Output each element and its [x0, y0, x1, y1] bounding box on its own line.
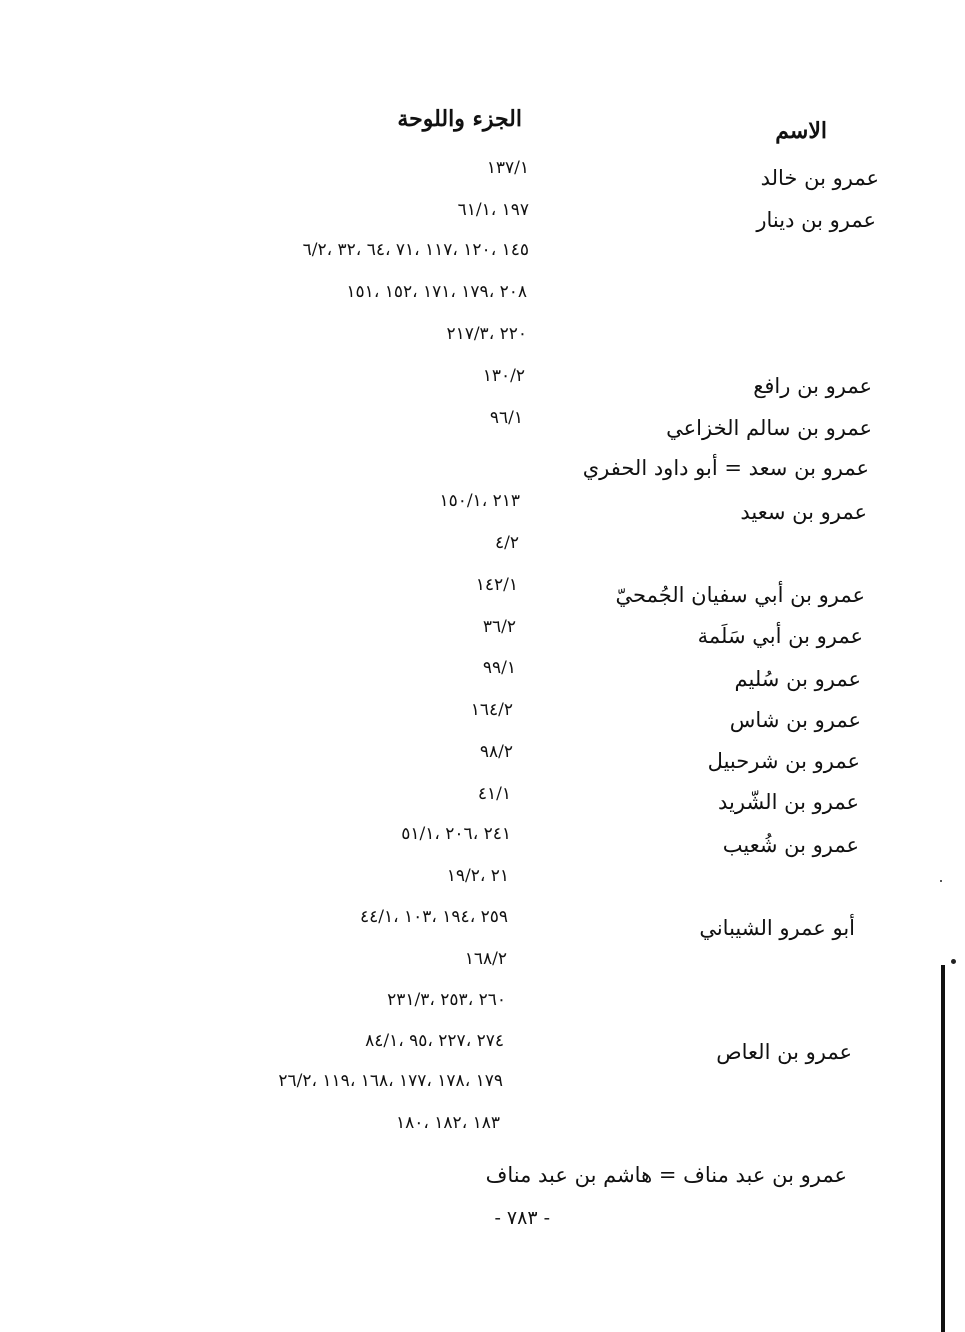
entry-refs: ١٧٩ ،١٧٨ ،١٧٧ ،١٦٨ ،١١٩ ،٢٦/٢ [278, 1071, 503, 1091]
name-column-header: الاسم [775, 118, 827, 144]
scan-edge-line [941, 965, 945, 1332]
entry-name: عمرو بن الشّريد [717, 790, 859, 814]
entry-name: عمرو بن شُعيب [722, 833, 859, 857]
entry-name: عمرو بن شرحبيل [707, 749, 860, 773]
entry-refs: ٩٨/٢ [479, 742, 513, 762]
entry-name: عمرو بن رافع [753, 374, 872, 398]
entry-name: عمرو بن خالد [760, 166, 879, 190]
entry-name: عمرو بن دينار [756, 208, 876, 232]
entry-refs: ١٤٢/١ [475, 575, 518, 595]
entry-refs: ٢١ ،١٩/٢ [446, 866, 509, 886]
entry-refs: ١٦٤/٢ [470, 700, 513, 720]
entry-refs: ٤/٢ [495, 533, 519, 553]
entry-refs: ٢٤١ ،٢٠٦ ،٥١/١ [401, 824, 511, 844]
entry-refs: ٢٢٠ ،٢١٧/٣ [446, 324, 527, 344]
entry-name: عمرو بن سعد = أبو داود الحفري [582, 456, 869, 480]
entry-name: عمرو بن العاص [716, 1040, 852, 1064]
entry-refs: ١٦٨/٢ [464, 949, 507, 969]
entry-refs: ٢٧٤ ،٢٢٧ ،٩٥ ،٨٤/١ [365, 1031, 504, 1051]
entry-name: عمرو بن شاس [729, 708, 861, 732]
entry-refs: ١٩٧ ،٦١/١ [457, 200, 529, 220]
scan-speck [951, 959, 956, 964]
scan-speck [940, 880, 942, 882]
entry-refs: ٩٦/١ [489, 408, 523, 428]
entry-refs: ٤١/١ [477, 784, 511, 804]
entry-name: عمرو بن عبد مناف = هاشم بن عبد مناف [485, 1163, 847, 1187]
entry-name: عمرو بن سالم الخزاعي [666, 416, 872, 440]
entry-name: عمرو بن أبي سَلَمة [697, 624, 863, 648]
entry-refs: ١٣٧/١ [486, 158, 529, 178]
refs-column-header: الجزء واللوحة [397, 106, 522, 132]
entry-name: عمرو بن أبي سفيان الجُمحيّ [615, 583, 865, 607]
entry-refs: ١٨٣ ،١٨٢ ،١٨٠ [396, 1113, 500, 1133]
page-number: - ٧٨٣ - [494, 1207, 550, 1229]
entry-name: أبو عمرو الشيباني [699, 916, 855, 940]
entry-refs: ٢١٣ ،١٥٠/١ [439, 491, 520, 511]
entry-refs: ٩٩/١ [482, 658, 516, 678]
entry-refs: ١٣٠/٢ [482, 366, 525, 386]
entry-refs: ١٤٥ ،١٢٠ ،١١٧ ،٧١ ،٦٤ ،٣٢ ،٦/٢ [302, 240, 529, 260]
entry-refs: ٢٥٩ ،١٩٤ ،١٠٣ ،٤٤/١ [359, 907, 508, 927]
entry-refs: ٢٦٠ ،٢٥٣ ،٢٣١/٣ [387, 990, 506, 1010]
entry-refs: ٣٦/٢ [482, 617, 516, 637]
entry-refs: ٢٠٨ ،١٧٩ ،١٧١ ،١٥٢ ،١٥١ [346, 282, 527, 302]
entry-name: عمرو بن سُليم [734, 667, 861, 691]
entry-name: عمرو بن سعيد [740, 500, 867, 524]
